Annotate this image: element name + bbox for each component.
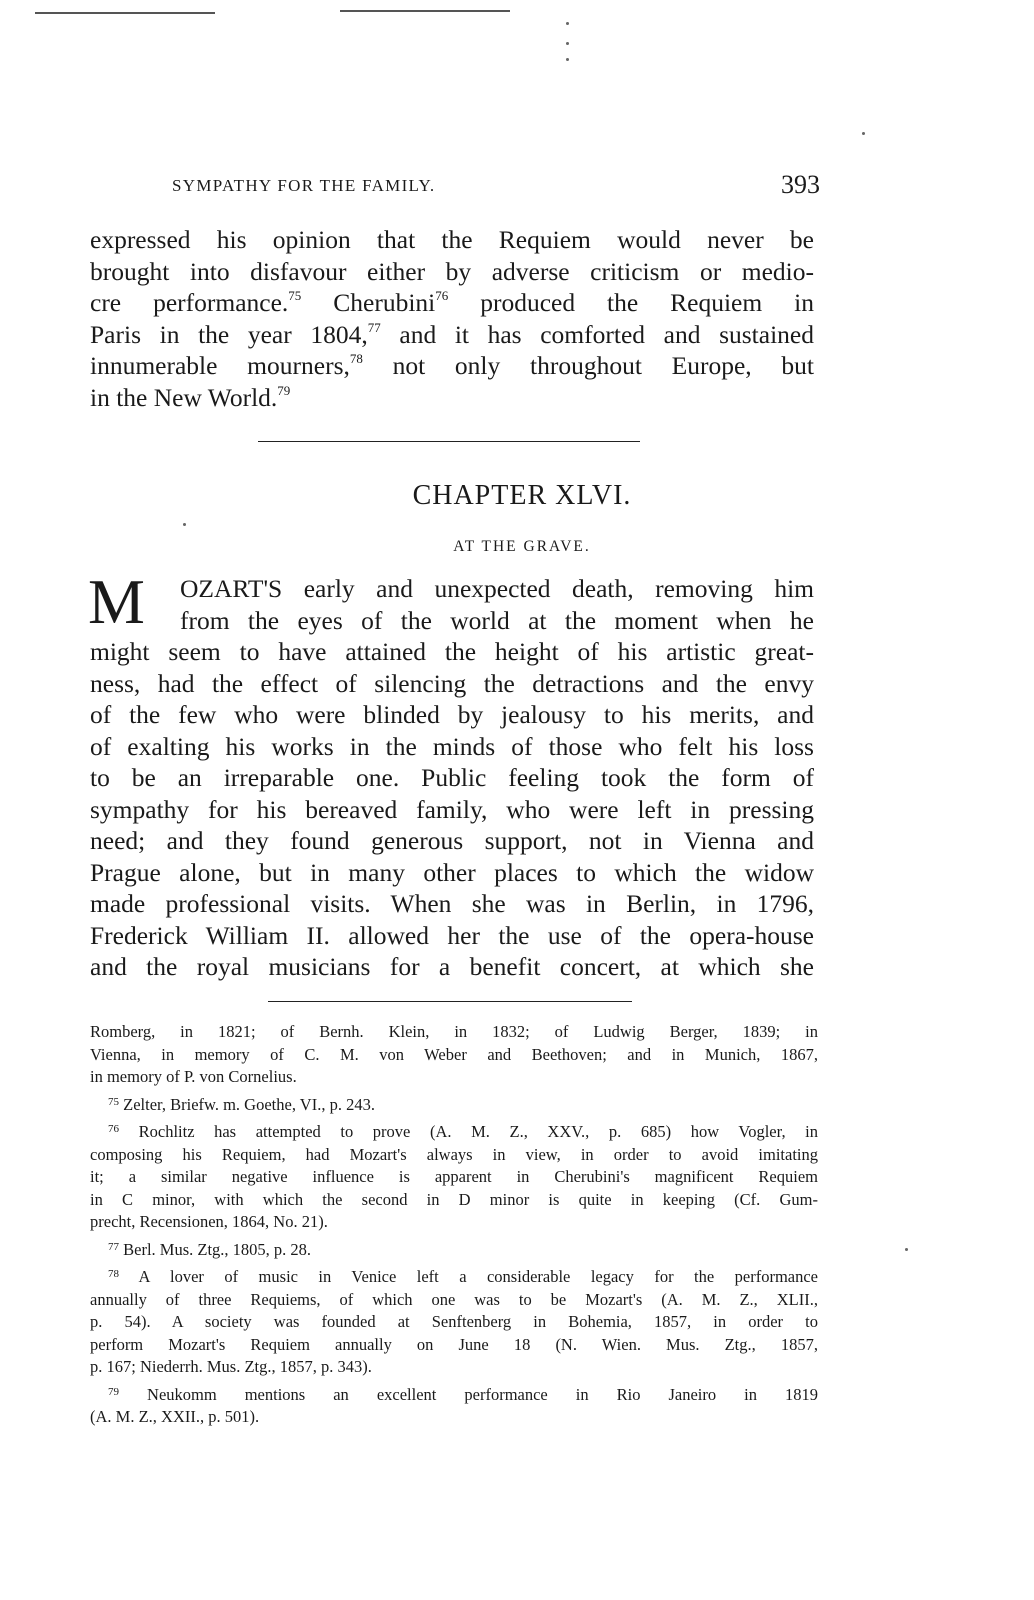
chapter-subtitle: AT THE GRAVE. bbox=[453, 538, 591, 555]
footnote-75 bbox=[90, 1094, 818, 1117]
text-line: sympathy for his bereaved family, who were left in pressing bbox=[90, 794, 814, 824]
continuation-paragraph bbox=[90, 224, 814, 413]
running-head bbox=[90, 170, 820, 204]
footnotes bbox=[90, 1021, 818, 1429]
text-line: made professional visits. When she was in Berlin, in 1796, bbox=[90, 889, 814, 918]
scan-artifact-dot bbox=[566, 42, 569, 45]
footnote-mark: 78 bbox=[108, 1268, 119, 1280]
footnote-mark: 75 bbox=[108, 1095, 119, 1108]
text-line: and the royal musicians for a benefit concert, at which she bbox=[90, 952, 814, 981]
chapter-title: CHAPTER XLVI. bbox=[412, 480, 632, 511]
running-title: SYMPATHY FOR THE FAMILY. bbox=[172, 176, 436, 195]
scan-artifact-line bbox=[340, 10, 510, 12]
footnote-line: in memory of P. von Cornelius. bbox=[90, 1067, 297, 1086]
text-line: innumerable mourners,$^{78}$ not only throughout Europe, but bbox=[90, 351, 814, 380]
footnote-continued bbox=[90, 1021, 818, 1089]
scan-artifact-dot bbox=[905, 1248, 908, 1251]
footnote-78 bbox=[90, 1266, 818, 1379]
footnote-77 bbox=[90, 1239, 818, 1262]
footnote-line: perform Mozart's Requiem annually on June 18 (N. Wien. Mus. Ztg., 1857, bbox=[90, 1334, 818, 1354]
footnote-line: $^{77}$ Berl. Mus. Ztg., 1805, p. 28. bbox=[108, 1239, 312, 1259]
text-line: Prague alone, but in many other places to which the widow bbox=[90, 857, 814, 887]
text-line: need; and they found generous support, not in Vienna and bbox=[90, 826, 814, 855]
footnote-line: $^{78}$ A lover of music in Venice left a considerable legacy for the performance bbox=[108, 1267, 818, 1286]
scan-artifact-line bbox=[35, 12, 215, 14]
text-line: brought into disfavour either by adverse criticism or medio- bbox=[90, 256, 814, 286]
footnote-line: $^{79}$ Neukomm mentions an excellent performance in Rio Janeiro in 1819 bbox=[108, 1384, 819, 1404]
text-line: from the eyes of the world at the moment when he bbox=[180, 605, 814, 635]
footnote-line: $^{76}$ Rochlitz has attempted to prove (A. M. Z., XXV., p. 685) how Vogler, in bbox=[108, 1122, 819, 1141]
footnote-ref: 78 bbox=[349, 351, 363, 366]
text-line: to be an irreparable one. Public feeling took the form of bbox=[90, 763, 814, 792]
text-line: might seem to have attained the height of his artistic great- bbox=[90, 637, 814, 666]
footnote-line: composing his Requiem, had Mozart's always in view, in order to avoid imitating bbox=[90, 1144, 818, 1164]
scan-artifact-dot bbox=[566, 58, 569, 61]
footnote-ref: 77 bbox=[367, 319, 381, 335]
footnote-line: Vienna, in memory of C. M. von Weber and Beethoven; and in Munich, 1867, bbox=[90, 1044, 818, 1064]
footnote-mark: 76 bbox=[108, 1123, 119, 1135]
text-line: OZART'S early and unexpected death, removing him bbox=[180, 574, 814, 603]
footnote-line: (A. M. Z., XXII., p. 501). bbox=[90, 1407, 260, 1426]
footnote-76 bbox=[90, 1121, 818, 1234]
text-line: expressed his opinion that the Requiem would never be bbox=[90, 225, 814, 254]
footnote-divider bbox=[268, 1001, 632, 1002]
text-line: Paris in the year 1804,77 and it has comforted and sustained bbox=[90, 319, 814, 349]
footnote-ref: 75 bbox=[288, 288, 302, 303]
text-line: cre performance.$^{75}$ Cherubini$^{76}$ produced the Requiem in bbox=[90, 288, 814, 317]
section-divider bbox=[258, 441, 640, 442]
footnote-ref: 79 bbox=[277, 382, 291, 398]
footnote-mark: 77 bbox=[108, 1240, 119, 1253]
chapter-paragraph bbox=[180, 573, 814, 636]
footnote-line: $^{75}$ Zelter, Briefw. m. Goethe, VI., p. 243. bbox=[108, 1094, 375, 1114]
footnote-79 bbox=[90, 1384, 818, 1429]
footnote-line: it; a similar negative influence is apparent in Cherubini's magnificent Requiem bbox=[90, 1167, 818, 1186]
footnote-line: annually of three Requiems, of which one was to be Mozart's (A. M. Z., XLII., bbox=[90, 1289, 818, 1309]
text-line: of exalting his works in the minds of those who felt his loss bbox=[90, 731, 814, 761]
chapter-paragraph-cont bbox=[90, 636, 814, 983]
scan-artifact-dot bbox=[862, 132, 865, 135]
text-line: Frederick William II. allowed her the use of the opera-house bbox=[90, 920, 814, 950]
text-line: ness, had the effect of silencing the detractions and the envy bbox=[90, 668, 814, 698]
drop-cap: M bbox=[88, 566, 145, 637]
text-line: of the few who were blinded by jealousy to his merits, and bbox=[90, 700, 814, 729]
scan-artifact-dot bbox=[566, 22, 569, 25]
footnote-line: precht, Recensionen, 1864, No. 21). bbox=[90, 1212, 328, 1231]
footnote-line: p. 167; Niederrh. Mus. Ztg., 1857, p. 343). bbox=[90, 1357, 372, 1376]
footnote-line: p. 54). A society was founded at Senftenberg in Bohemia, 1857, in order to bbox=[90, 1312, 818, 1331]
footnote-line: Romberg, in 1821; of Bernh. Klein, in 1832; of Ludwig Berger, 1839; in bbox=[90, 1022, 818, 1041]
footnote-line: in C minor, with which the second in D minor is quite in keeping (Cf. Gum- bbox=[90, 1189, 818, 1209]
page-number: 393 bbox=[781, 170, 820, 199]
footnote-mark: 79 bbox=[108, 1385, 119, 1398]
footnote-ref: 76 bbox=[435, 288, 449, 303]
scan-artifact-dot bbox=[183, 523, 186, 526]
text-line: in the New World.$^{79}$ bbox=[90, 382, 291, 412]
